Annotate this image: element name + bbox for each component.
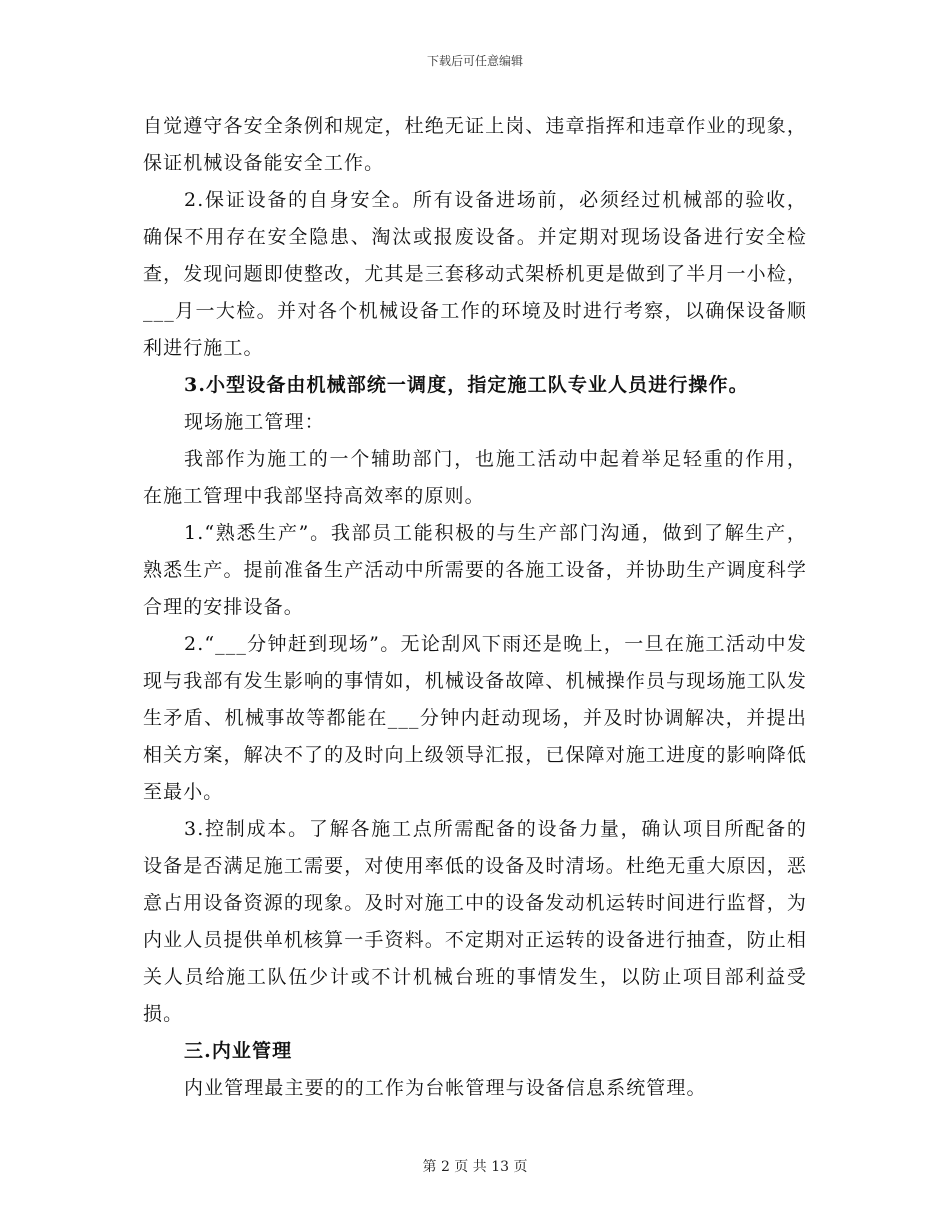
section-heading-site-management: 现场施工管理： [184,411,325,433]
page-footer: 第 2 页 共 13 页 [422,1159,528,1175]
paragraph-equipment-safety: 2.保证设备的自身安全。所有设备进场前，必须经过机械部的验收，确保不用存在安全隐患、淘汰或报废设备。并定期对现场设备进行安全检查，发现问题即使整改，尤其是三套移动式架桥机更是做到了半月一小检，___月一大检。并对各个机械设备工作的环境及时进行考察，以确保设备顺利进行施工。 [143,189,807,359]
paragraph-small-equipment: 3.小型设备由机械部统一调度，指定施工队专业人员进行操作。 [184,374,749,396]
paragraph-familiar-production: 1.“熟悉生产”。我部员工能积极的与生产部门沟通，做到了解生产，熟悉生产。提前准备生产活动中所需要的各施工设备，并协助生产调度科学合理的安排设备。 [143,522,807,618]
page-header: 下载后可任意编辑 [426,54,523,68]
section-heading-internal-management: 三.内业管理 [184,1040,293,1062]
paragraph-auxiliary-department: 我部作为施工的一个辅助部门，也施工活动中起着举足轻重的作用，在施工管理中我部坚持高效率的原则。 [143,448,807,507]
paragraph-arrive-on-site: 2.“___分钟赶到现场”。无论刮风下雨还是晚上，一旦在施工活动中发现与我部有发生影响的事情如，机械设备故障、机械操作员与现场施工队发生矛盾、机械事故等都能在___分钟内赶动现场，并及时协调解决，并提出相关方案，解决不了的及时向上级领导汇报，已保障对施工进度的影响降低至最小。 [143,633,807,803]
document-body [143,108,807,1107]
paragraph-control-cost: 3.控制成本。了解各施工点所需配备的设备力量，确认项目所配备的设备是否满足施工需要，对使用率低的设备及时清场。杜绝无重大原因，恶意占用设备资源的现象。及时对施工中的设备发动机运转时间进行监督，为内业人员提供单机核算一手资料。不定期对正运转的设备进行抽查，防止相关人员给施工队伍少计或不计机械台班的事情发生，以防止项目部利益受损。 [143,818,807,1025]
paragraph-safety-rules: 自觉遵守各安全条例和规定，杜绝无证上岗、违章指挥和违章作业的现象，保证机械设备能安全工作。 [143,115,807,174]
paragraph-internal-management: 内业管理最主要的的工作为台帐管理与设备信息系统管理。 [184,1077,707,1099]
